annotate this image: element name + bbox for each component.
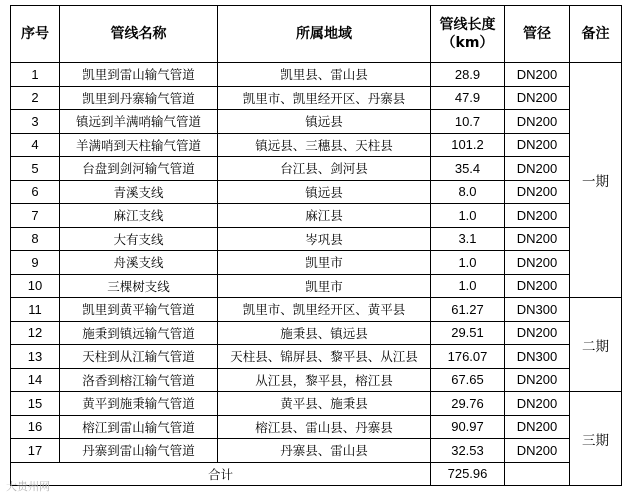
row-name: 黄平到施秉输气管道 xyxy=(60,392,218,416)
row-name: 施秉到镇远输气管道 xyxy=(60,321,218,345)
row-diameter: DN200 xyxy=(505,157,570,181)
row-length: 67.65 xyxy=(431,368,505,392)
table-row xyxy=(11,439,622,463)
row-region: 凯里市、凯里经开区、丹寨县 xyxy=(218,86,431,110)
row-diameter: DN200 xyxy=(505,110,570,134)
row-index: 17 xyxy=(11,439,60,463)
row-diameter: DN200 xyxy=(505,86,570,110)
row-length: 35.4 xyxy=(431,157,505,181)
row-index: 1 xyxy=(11,63,60,87)
row-length: 176.07 xyxy=(431,345,505,369)
table-row xyxy=(11,392,622,416)
row-index: 11 xyxy=(11,298,60,322)
row-region: 镇远县 xyxy=(218,110,431,134)
phase-2: 二期 xyxy=(570,298,622,392)
row-length: 90.97 xyxy=(431,415,505,439)
row-index: 15 xyxy=(11,392,60,416)
row-name: 洛香到榕江输气管道 xyxy=(60,368,218,392)
row-length: 47.9 xyxy=(431,86,505,110)
row-length: 10.7 xyxy=(431,110,505,134)
row-diameter: DN200 xyxy=(505,180,570,204)
row-index: 7 xyxy=(11,204,60,228)
row-length: 3.1 xyxy=(431,227,505,251)
row-diameter: DN200 xyxy=(505,204,570,228)
row-index: 16 xyxy=(11,415,60,439)
row-region: 从江县，黎平县，榕江县 xyxy=(218,368,431,392)
row-index: 12 xyxy=(11,321,60,345)
total-length: 725.96 xyxy=(431,462,505,486)
row-region: 镇远县 xyxy=(218,180,431,204)
total-diameter-empty xyxy=(505,462,570,486)
table-row xyxy=(11,227,622,251)
row-name: 三棵树支线 xyxy=(60,274,218,298)
row-diameter: DN200 xyxy=(505,251,570,275)
row-diameter: DN200 xyxy=(505,274,570,298)
table-row xyxy=(11,157,622,181)
header-region: 所属地域 xyxy=(218,6,431,63)
table-row xyxy=(11,345,622,369)
row-name: 台盘到剑河输气管道 xyxy=(60,157,218,181)
total-label: 合计 xyxy=(11,462,431,486)
pipeline-table xyxy=(10,5,622,486)
row-name: 凯里到雷山输气管道 xyxy=(60,63,218,87)
row-length: 101.2 xyxy=(431,133,505,157)
row-length: 1.0 xyxy=(431,274,505,298)
total-row xyxy=(11,462,622,486)
row-region: 镇远县、三穗县、天柱县 xyxy=(218,133,431,157)
row-diameter: DN200 xyxy=(505,368,570,392)
row-index: 6 xyxy=(11,180,60,204)
row-length: 8.0 xyxy=(431,180,505,204)
table-row xyxy=(11,274,622,298)
row-region: 台江县、剑河县 xyxy=(218,157,431,181)
row-diameter: DN200 xyxy=(505,63,570,87)
row-diameter: DN200 xyxy=(505,133,570,157)
row-name: 榕江到雷山输气管道 xyxy=(60,415,218,439)
phase-1: 一期 xyxy=(570,63,622,298)
table-row xyxy=(11,251,622,275)
row-diameter: DN300 xyxy=(505,298,570,322)
row-name: 羊满哨到天柱输气管道 xyxy=(60,133,218,157)
row-name: 丹寨到雷山输气管道 xyxy=(60,439,218,463)
row-index: 2 xyxy=(11,86,60,110)
row-length: 1.0 xyxy=(431,204,505,228)
row-index: 10 xyxy=(11,274,60,298)
row-index: 8 xyxy=(11,227,60,251)
row-index: 3 xyxy=(11,110,60,134)
row-diameter: DN200 xyxy=(505,392,570,416)
row-region: 黄平县、施秉县 xyxy=(218,392,431,416)
table-row xyxy=(11,86,622,110)
row-name: 舟溪支线 xyxy=(60,251,218,275)
row-index: 13 xyxy=(11,345,60,369)
table-row xyxy=(11,298,622,322)
header-name: 管线名称 xyxy=(60,6,218,63)
row-name: 凯里到丹寨输气管道 xyxy=(60,86,218,110)
row-name: 天柱到从江输气管道 xyxy=(60,345,218,369)
row-region: 凯里县、雷山县 xyxy=(218,63,431,87)
header-index: 序号 xyxy=(11,6,60,63)
row-region: 岑巩县 xyxy=(218,227,431,251)
table-row xyxy=(11,63,622,87)
table-row xyxy=(11,180,622,204)
row-length: 32.53 xyxy=(431,439,505,463)
table-row xyxy=(11,321,622,345)
row-diameter: DN200 xyxy=(505,415,570,439)
row-region: 凯里市 xyxy=(218,251,431,275)
row-length: 61.27 xyxy=(431,298,505,322)
row-name: 青溪支线 xyxy=(60,180,218,204)
row-diameter: DN300 xyxy=(505,345,570,369)
row-diameter: DN200 xyxy=(505,321,570,345)
row-index: 9 xyxy=(11,251,60,275)
header-remark: 备注 xyxy=(570,6,622,63)
row-index: 5 xyxy=(11,157,60,181)
table-row xyxy=(11,204,622,228)
row-index: 14 xyxy=(11,368,60,392)
row-diameter: DN200 xyxy=(505,227,570,251)
row-region: 凯里市 xyxy=(218,274,431,298)
row-length: 28.9 xyxy=(431,63,505,87)
row-region: 丹寨县、雷山县 xyxy=(218,439,431,463)
row-name: 凯里到黄平输气管道 xyxy=(60,298,218,322)
table-row xyxy=(11,110,622,134)
row-region: 凯里市、凯里经开区、黄平县 xyxy=(218,298,431,322)
watermark: 大贵州网 xyxy=(6,480,50,493)
table-row xyxy=(11,415,622,439)
header-row xyxy=(11,6,622,63)
row-name: 镇远到羊满哨输气管道 xyxy=(60,110,218,134)
row-length: 1.0 xyxy=(431,251,505,275)
header-diameter: 管径 xyxy=(505,6,570,63)
row-length: 29.51 xyxy=(431,321,505,345)
row-region: 麻江县 xyxy=(218,204,431,228)
phase-3: 三期 xyxy=(570,392,622,486)
row-length: 29.76 xyxy=(431,392,505,416)
table-row xyxy=(11,368,622,392)
row-region: 榕江县、雷山县、丹寨县 xyxy=(218,415,431,439)
row-name: 大有支线 xyxy=(60,227,218,251)
table-row xyxy=(11,133,622,157)
row-region: 天柱县、锦屏县、黎平县、从江县 xyxy=(218,345,431,369)
row-diameter: DN200 xyxy=(505,439,570,463)
row-name: 麻江支线 xyxy=(60,204,218,228)
header-length: 管线长度（km） xyxy=(431,6,505,63)
row-region: 施秉县、镇远县 xyxy=(218,321,431,345)
row-index: 4 xyxy=(11,133,60,157)
